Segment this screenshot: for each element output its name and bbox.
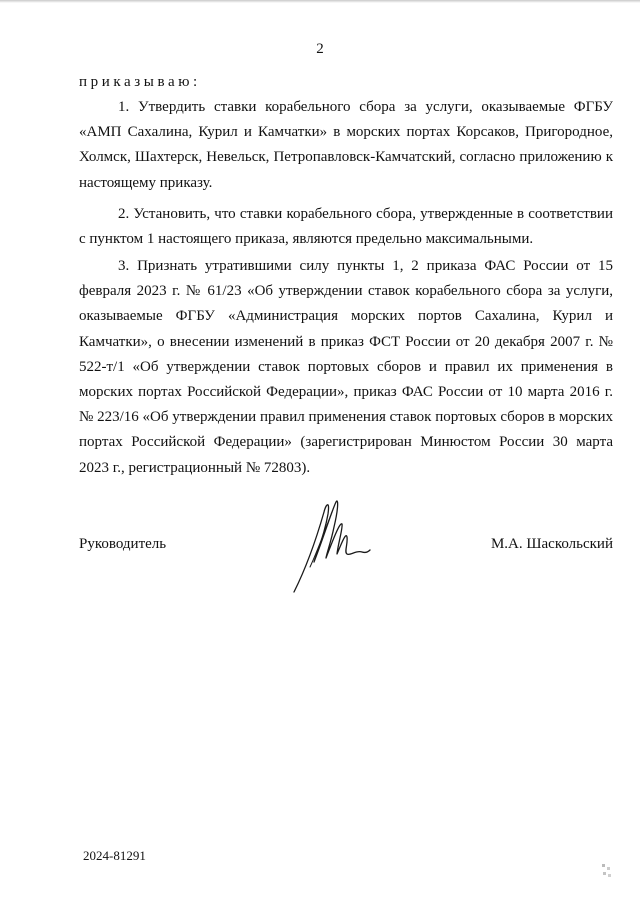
paragraph-1: 1. Утвердить ставки корабельного сбора за услуги, оказываемые ФГБУ «АМП Сахалина, Курил и Камчатки» в морских портах Корсаков, Пригородное, Холмск, Шахтерск, Невельск, Петропавловск-Камчатский, согласно приложению к настоящему приказу. [79,99,613,191]
document-id: 2024-81291 [83,848,146,863]
signatory-title: Руководитель [79,536,167,552]
scan-edge [0,0,640,3]
paragraph-3: 3. Признать утратившими силу пункты 1, 2 приказа ФАС России от 15 февраля 2023 г. № 61/23 «Об утверждении ставок корабельного сбора за услуги, оказываемые ФГБУ «Администрация морских портов Сахалина, Курил и Камчатки», о внесении изменений в приказ ФСТ России от 20 декабря 2007 г. № 522-т/1 «Об утверждении ставок портовых сборов и правил их применения в морских портах Российской Федерации», приказ ФАС России от 10 марта 2016 г. № 223/16 «Об утверждении правил применения ставок портовых сборов в морских портах Российской Федерации» (зарегистрирован Минюстом России 30 марта 2023 г., регистрационный № 72803). [79,258,613,476]
signatory-name: М.А. Шаскольский [490,536,613,552]
scan-artifact-icon [600,862,614,880]
paragraph-2: 2. Установить, что ставки корабельного сбора, утвержденные в соответствии с пунктом 1 настоящего приказа, являются предельно максимальными. [79,206,613,248]
handwritten-signature [284,492,374,597]
page-number: 2 [316,41,324,57]
order-lead: приказываю: [79,74,201,90]
